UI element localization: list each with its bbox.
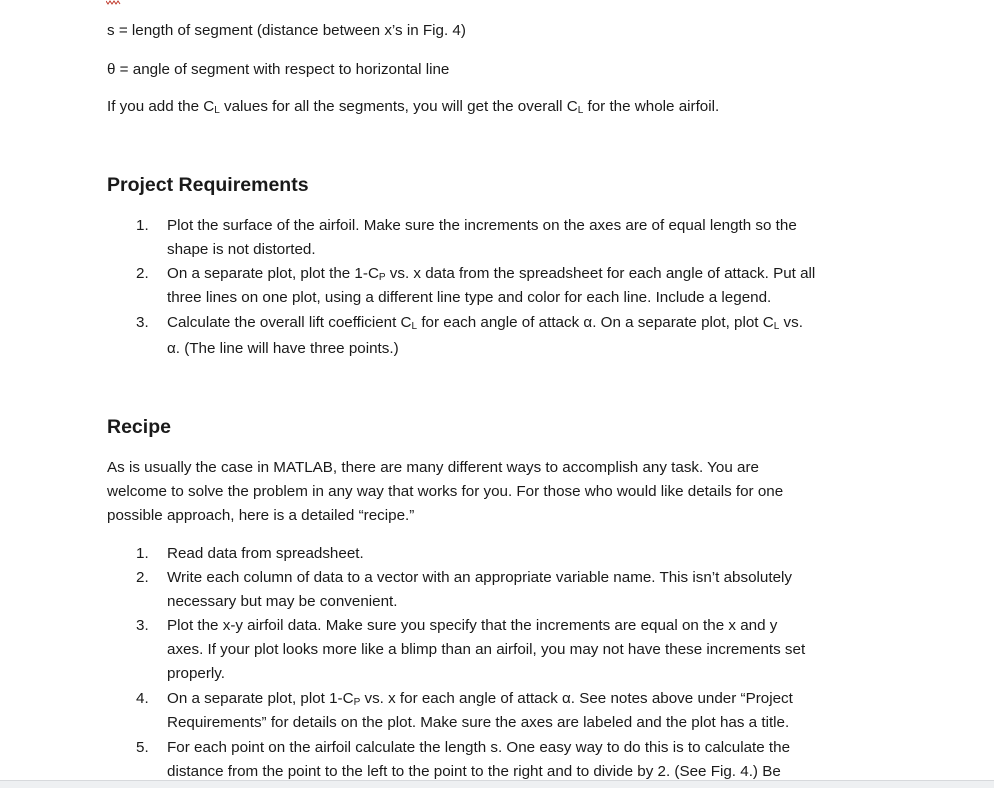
req-1-line-1: Plot the surface of the airfoil. Make sure the increments on the axes are of equal length so the	[167, 217, 797, 234]
req-2-line-2: three lines on one plot, using a different line type and color for each line. Include a legend.	[167, 289, 772, 306]
req-1-line-2: shape is not distorted.	[167, 241, 316, 258]
requirements-heading: Project Requirements	[107, 174, 309, 196]
recipe-4-number: 4.	[136, 690, 149, 707]
req-3-line-1: Calculate the overall lift coefficient $C_L$ for each angle of attack α. On a separate plot, plot $C_L$ vs.	[167, 314, 803, 332]
recipe-4-line-1: On a separate plot, plot $1-C_P$ vs. x for each angle of attack α. See notes above under “Project	[167, 690, 793, 708]
definition-s: s = length of segment (distance between x’s in Fig. 4)	[107, 22, 466, 39]
recipe-2-line-2: necessary but may be convenient.	[167, 593, 398, 610]
recipe-4-line-2: Requirements” for details on the plot. Make sure the axes are labeled and the plot has a title.	[167, 714, 790, 731]
spellcheck-squiggle-icon	[106, 0, 124, 5]
recipe-5-line-2: distance from the point to the left to the point to the right and to divide by 2. (See Fig. 4.) Be	[167, 763, 781, 780]
definition-theta: θ = angle of segment with respect to horizontal line	[107, 61, 450, 78]
recipe-3-number: 3.	[136, 617, 149, 634]
recipe-5-line-1: For each point on the airfoil calculate the length s. One easy way to do this is to calculate the	[167, 739, 791, 756]
recipe-3-line-1: Plot the x-y airfoil data. Make sure you specify that the increments are equal on the x and y	[167, 617, 778, 634]
recipe-1-line-1: Read data from spreadsheet.	[167, 545, 364, 562]
recipe-3-line-3: properly.	[167, 665, 225, 682]
recipe-intro-line-1: As is usually the case in MATLAB, there are many different ways to accomplish any task. You are	[107, 459, 759, 476]
recipe-2-number: 2.	[136, 569, 149, 586]
sum-statement: If you add the $C_L$ values for all the segments, you will get the overall $C_L$ for the whole airfoil.	[107, 98, 720, 116]
recipe-1-number: 1.	[136, 545, 149, 562]
recipe-heading: Recipe	[107, 416, 171, 438]
req-3-number: 3.	[136, 314, 149, 331]
recipe-5-number: 5.	[136, 739, 149, 756]
recipe-intro-line-3: possible approach, here is a detailed “recipe.”	[107, 507, 415, 524]
recipe-3-line-2: axes. If your plot looks more like a blimp than an airfoil, you may not have these increments set	[167, 641, 806, 658]
req-1-number: 1.	[136, 217, 149, 234]
req-3-line-2: α. (The line will have three points.)	[167, 340, 399, 357]
req-2-number: 2.	[136, 265, 149, 282]
recipe-2-line-1: Write each column of data to a vector with an appropriate variable name. This isn’t absolutely	[167, 569, 792, 586]
req-2-line-1: On a separate plot, plot the $1-C_P$ vs. x data from the spreadsheet for each angle of attack. Put all	[167, 265, 816, 283]
recipe-intro-line-2: welcome to solve the problem in any way that works for you. For those who would like details for one	[107, 483, 784, 500]
